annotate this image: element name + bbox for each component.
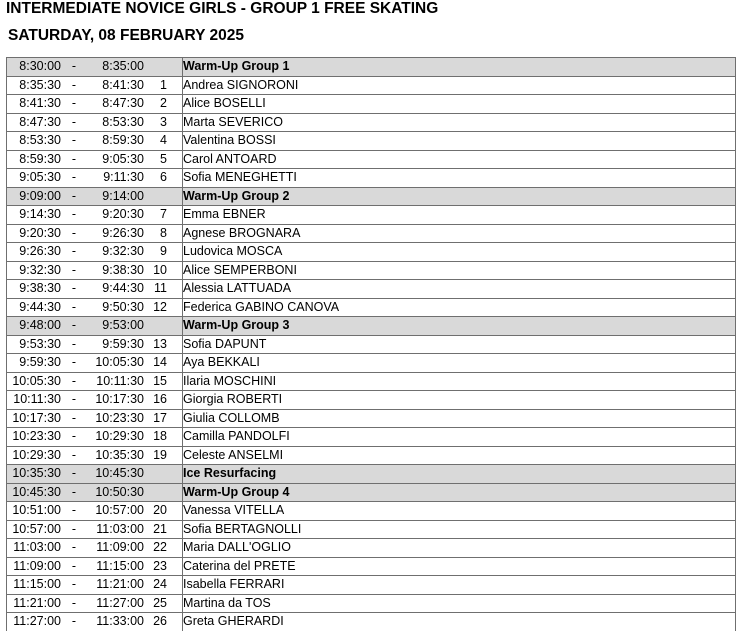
time-separator: - [71,299,77,314]
start-number: 18 [153,429,167,444]
time-separator: - [71,281,77,296]
time-separator: - [71,96,77,111]
start-time: 10:17:30 [12,410,61,425]
time-cell [7,465,183,484]
section-label: Ice Resurfacing [183,465,736,484]
section-row [7,187,736,206]
end-time: 9:26:30 [102,225,144,240]
start-time: 9:59:30 [19,355,61,370]
start-time: 11:15:00 [13,577,61,592]
skater-row [7,169,736,188]
start-time: 9:09:00 [19,188,61,203]
time-separator: - [71,133,77,148]
time-cell [7,76,183,95]
section-label: Warm-Up Group 1 [183,58,736,77]
skater-name: Vanessa VITELLA [183,502,736,521]
time-cell [7,483,183,502]
end-time: 9:53:00 [102,318,144,333]
start-number: 22 [153,540,167,555]
skater-name: Martina da TOS [183,594,736,613]
skater-row [7,224,736,243]
start-number: 24 [153,577,167,592]
start-number: 5 [160,151,167,166]
skater-name: Giulia COLLOMB [183,409,736,428]
start-time: 10:51:00 [12,503,61,518]
start-number: 3 [160,114,167,129]
time-separator: - [71,373,77,388]
skater-row [7,409,736,428]
start-time: 9:44:30 [19,299,61,314]
end-time: 11:33:00 [96,614,144,629]
time-separator: - [71,207,77,222]
time-cell [7,187,183,206]
end-time: 9:44:30 [102,281,144,296]
skater-name: Marta SEVERICO [183,113,736,132]
end-time: 11:03:00 [96,521,144,536]
end-time: 8:59:30 [102,133,144,148]
start-number: 11 [154,281,167,296]
start-number: 14 [153,355,167,370]
start-time: 9:05:30 [19,170,61,185]
skater-name: Sofia MENEGHETTI [183,169,736,188]
end-time: 10:57:00 [95,503,144,518]
skater-row [7,502,736,521]
end-time: 8:53:30 [102,114,144,129]
section-label: Warm-Up Group 3 [183,317,736,336]
time-separator: - [71,114,77,129]
section-row [7,465,736,484]
start-time: 11:03:00 [13,540,61,555]
time-cell [7,243,183,262]
skater-name: Camilla PANDOLFI [183,428,736,447]
end-time: 10:05:30 [95,355,144,370]
time-cell [7,280,183,299]
skater-row [7,594,736,613]
start-number: 4 [160,133,167,148]
time-cell [7,372,183,391]
skater-name: Agnese BROGNARA [183,224,736,243]
time-cell [7,298,183,317]
start-number: 23 [153,558,167,573]
time-separator: - [71,429,77,444]
end-time: 10:11:30 [96,373,144,388]
time-cell [7,58,183,77]
time-separator: - [71,59,77,74]
end-time: 10:35:30 [95,447,144,462]
time-separator: - [71,558,77,573]
start-time: 9:20:30 [19,225,61,240]
skater-row [7,206,736,225]
start-time: 10:45:30 [12,484,61,499]
time-cell [7,428,183,447]
start-number: 16 [153,392,167,407]
time-cell [7,335,183,354]
start-time: 10:05:30 [12,373,61,388]
skater-name: Celeste ANSELMI [183,446,736,465]
start-time: 10:23:30 [12,429,61,444]
time-cell [7,520,183,539]
section-row [7,317,736,336]
start-time: 8:30:00 [19,59,61,74]
skater-name: Andrea SIGNORONI [183,76,736,95]
start-time: 8:41:30 [19,96,61,111]
skater-row [7,613,736,631]
start-time: 9:14:30 [19,207,61,222]
skater-row [7,150,736,169]
time-cell [7,206,183,225]
time-cell [7,261,183,280]
skater-name: Ilaria MOSCHINI [183,372,736,391]
end-time: 11:21:00 [96,577,144,592]
section-row [7,483,736,502]
time-cell [7,594,183,613]
skater-row [7,280,736,299]
skater-name: Isabella FERRARI [183,576,736,595]
skater-name: Federica GABINO CANOVA [183,298,736,317]
start-number: 12 [153,299,167,314]
end-time: 9:32:30 [102,244,144,259]
start-time: 8:53:30 [19,133,61,148]
end-time: 9:14:00 [102,188,144,203]
time-cell [7,539,183,558]
schedule-body [7,58,736,631]
start-time: 8:59:30 [19,151,61,166]
skater-row [7,243,736,262]
end-time: 9:38:30 [102,262,144,277]
skater-row [7,95,736,114]
skater-name: Ludovica MOSCA [183,243,736,262]
time-cell [7,150,183,169]
end-time: 9:11:30 [103,170,144,185]
time-cell [7,502,183,521]
skater-row [7,372,736,391]
start-time: 10:29:30 [12,447,61,462]
skater-name: Caterina del PRETE [183,557,736,576]
start-time: 11:09:00 [13,558,61,573]
start-time: 9:48:00 [19,318,61,333]
start-time: 9:26:30 [19,244,61,259]
skater-name: Sofia BERTAGNOLLI [183,520,736,539]
start-number: 10 [153,262,167,277]
start-number: 1 [160,77,167,92]
skater-name: Alice BOSELLI [183,95,736,114]
time-cell [7,613,183,631]
start-number: 20 [153,503,167,518]
time-cell [7,557,183,576]
start-time: 10:35:30 [12,466,61,481]
skater-row [7,520,736,539]
skater-name: Valentina BOSSI [183,132,736,151]
skater-row [7,298,736,317]
time-cell [7,224,183,243]
time-separator: - [71,77,77,92]
time-separator: - [71,244,77,259]
end-time: 9:50:30 [102,299,144,314]
section-label: Warm-Up Group 4 [183,483,736,502]
skater-row [7,428,736,447]
start-number: 25 [153,595,167,610]
start-number: 17 [153,410,167,425]
time-cell [7,169,183,188]
time-cell [7,132,183,151]
skater-name: Aya BEKKALI [183,354,736,373]
start-number: 15 [153,373,167,388]
start-time: 10:57:00 [12,521,61,536]
time-separator: - [71,521,77,536]
time-separator: - [71,595,77,610]
start-number: 8 [160,225,167,240]
end-time: 10:50:30 [95,484,144,499]
time-separator: - [71,336,77,351]
time-separator: - [71,188,77,203]
skater-row [7,446,736,465]
time-separator: - [71,318,77,333]
time-cell [7,391,183,410]
skater-name: Emma EBNER [183,206,736,225]
skater-row [7,557,736,576]
end-time: 8:41:30 [102,77,144,92]
start-time: 11:21:00 [13,595,61,610]
page-title: INTERMEDIATE NOVICE GIRLS - GROUP 1 FREE SKATING [6,0,439,17]
skater-row [7,113,736,132]
start-number: 21 [153,521,167,536]
start-time: 9:38:30 [19,281,61,296]
skater-row [7,261,736,280]
skater-row [7,539,736,558]
time-separator: - [71,225,77,240]
end-time: 11:27:00 [96,595,144,610]
skater-name: Carol ANTOARD [183,150,736,169]
end-time: 8:35:00 [102,59,144,74]
time-separator: - [71,540,77,555]
end-time: 9:59:30 [102,336,144,351]
time-cell [7,446,183,465]
end-time: 9:05:30 [102,151,144,166]
time-cell [7,354,183,373]
time-separator: - [71,151,77,166]
skater-row [7,391,736,410]
end-time: 10:17:30 [95,392,144,407]
time-separator: - [71,577,77,592]
section-label: Warm-Up Group 2 [183,187,736,206]
start-number: 2 [160,96,167,111]
time-cell [7,113,183,132]
end-time: 10:23:30 [95,410,144,425]
skater-row [7,354,736,373]
start-time: 11:27:00 [13,614,61,629]
skater-name: Alessia LATTUADA [183,280,736,299]
start-number: 9 [160,244,167,259]
skater-name: Alice SEMPERBONI [183,261,736,280]
start-time: 8:35:30 [19,77,61,92]
start-number: 19 [153,447,167,462]
end-time: 11:09:00 [96,540,144,555]
time-separator: - [71,355,77,370]
start-number: 26 [153,614,167,629]
time-cell [7,95,183,114]
skater-row [7,576,736,595]
skater-row [7,132,736,151]
skater-name: Maria DALL'OGLIO [183,539,736,558]
time-separator: - [71,466,77,481]
time-separator: - [71,392,77,407]
time-cell [7,317,183,336]
section-row [7,58,736,77]
time-separator: - [71,484,77,499]
skater-name: Giorgia ROBERTI [183,391,736,410]
schedule-table [6,57,736,631]
time-separator: - [71,447,77,462]
start-time: 9:53:30 [19,336,61,351]
start-time: 9:32:30 [19,262,61,277]
end-time: 8:47:30 [102,96,144,111]
time-separator: - [71,262,77,277]
start-number: 6 [160,170,167,185]
end-time: 9:20:30 [102,207,144,222]
event-date: SATURDAY, 08 FEBRUARY 2025 [8,27,245,44]
start-number: 7 [160,207,167,222]
skater-name: Greta GHERARDI [183,613,736,631]
skater-row [7,76,736,95]
time-separator: - [71,614,77,629]
skater-row [7,335,736,354]
time-cell [7,409,183,428]
end-time: 11:15:00 [96,558,144,573]
time-separator: - [71,503,77,518]
end-time: 10:29:30 [95,429,144,444]
start-number: 13 [153,336,167,351]
skater-name: Sofia DAPUNT [183,335,736,354]
time-separator: - [71,410,77,425]
end-time: 10:45:30 [95,466,144,481]
start-time: 10:11:30 [13,392,61,407]
time-separator: - [71,170,77,185]
time-cell [7,576,183,595]
start-time: 8:47:30 [19,114,61,129]
